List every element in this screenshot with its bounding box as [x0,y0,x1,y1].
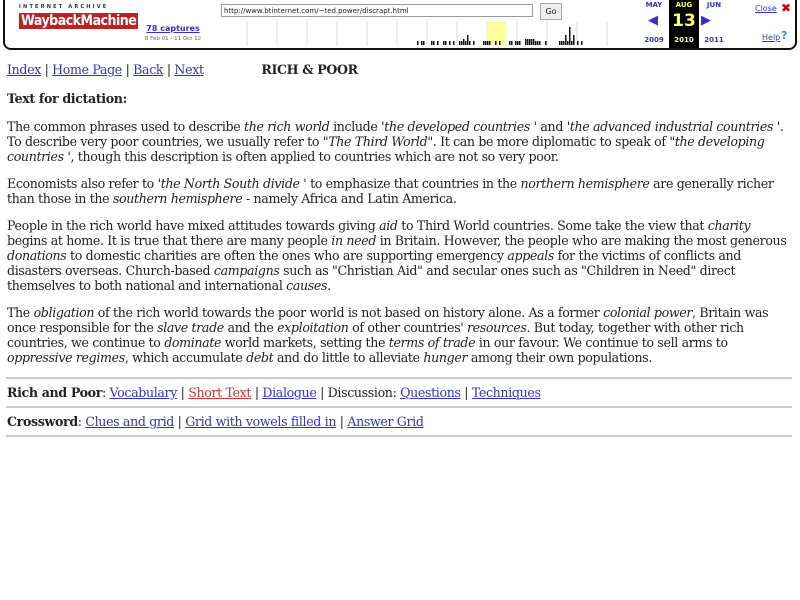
text-segment: The [7,305,34,320]
help-link[interactable]: Help [762,33,781,42]
crossword-label: Crossword [7,414,78,429]
capture-bar [469,41,471,45]
key-term: southern hemisphere [112,191,243,206]
next-month-label: JUN [706,1,722,9]
cur-month-label: AUG [675,1,693,9]
capture-bar [473,41,475,45]
capture-bar [569,27,571,45]
capture-bar [531,39,533,45]
text-segment: of the rich world towards the poor world is not based on history alone. As a former [94,305,604,320]
separator: | [44,62,49,77]
prev-arrow-icon[interactable]: ◀ [648,13,658,28]
key-term: hunger [423,350,468,365]
colon: : [77,414,82,429]
capture-bar [487,41,489,45]
capture-histogram[interactable] [217,22,637,46]
key-term: slave trade [157,320,224,335]
capture-bar [565,35,567,45]
paragraph [7,176,792,206]
text-segment: are generally richer than those in the [7,176,774,206]
key-term: colonial power [603,305,693,320]
paragraph [7,119,792,164]
current-date [669,0,699,48]
key-term: charity [707,218,751,233]
key-term: campaigns [213,263,280,278]
capture-bar [465,41,467,45]
separator: | [177,414,182,429]
key-term: dominate [164,335,222,350]
key-term: appeals [507,248,554,263]
discussion-label: Discussion: [327,385,397,400]
capture-bar [489,41,491,45]
prev-month-label: MAY [645,1,663,9]
section-heading: Text for dictation: [7,91,127,106]
capture-bar [533,39,535,45]
capture-bar [561,41,563,45]
key-term: oppressive regimes [7,350,125,365]
page-title: RICH & POOR [261,62,358,77]
key-term: debt [246,350,274,365]
questions-link[interactable]: Questions [400,385,461,400]
vocabulary-link[interactable]: Vocabulary [109,385,177,400]
next-month[interactable] [699,0,729,44]
text-segment: and [536,119,567,134]
crossword-links [7,414,792,429]
page-content [7,62,792,443]
text-segment: , which accumulate [124,350,247,365]
capture-bar [495,41,497,45]
capture-bar [483,41,485,45]
text-segment: in Britain. However, the people who are making the most generous [376,233,787,248]
text-segment: ". It can be more diplomatic to speak of " [427,134,675,149]
capture-bar [559,41,561,45]
divider [6,435,792,437]
capture-bar [529,39,531,45]
paragraph [7,305,792,365]
key-term: the developing countries ' [7,134,765,164]
capture-bar [437,41,439,45]
separator: | [166,62,171,77]
top-nav [7,62,792,78]
capture-bar [463,39,465,45]
capture-bar [461,41,463,45]
separator: | [180,385,185,400]
key-term: causes [286,278,328,293]
prev-year-label[interactable]: 2009 [644,36,664,44]
go-button[interactable]: Go [540,3,562,20]
capture-bar [485,41,487,45]
wayback-logo[interactable] [19,4,137,29]
capture-bar [519,41,521,45]
capture-bar [443,41,445,45]
url-input[interactable]: http://www.btinternet.com/~ted.power/discrapt.html [221,4,533,17]
text-segment: . But today, together with other rich countries, we continue to [7,320,744,350]
capture-bar [449,41,451,45]
text-segment: such as "Christian Aid" and secular ones such as "Children in Need" direct themselves to both national and international [7,263,736,293]
capture-bar [563,41,565,45]
capture-range: 8 Feb 01 - 11 Oct 12 [144,36,202,42]
colon: : [101,385,106,400]
text-segment: to domestic charities are often the ones who are supporting emergency [66,248,508,263]
next-arrow-icon[interactable]: ▶ [701,13,711,28]
capture-bar [417,41,419,45]
key-term: The Third World [328,134,428,149]
answer-grid-link[interactable]: Answer Grid [347,414,424,429]
capture-bar [421,41,423,45]
captures-info [133,24,213,42]
separator: | [254,385,259,400]
nav-home-link[interactable]: Home Page [52,62,122,77]
techniques-link[interactable]: Techniques [471,385,541,400]
logo-top-text: INTERNET ARCHIVE [19,4,109,10]
capture-bar [515,41,517,45]
capture-bar [453,41,455,45]
text-segment: . To describe very poor countries, we usually refer to " [7,119,784,149]
text-segment: world markets, setting the [221,335,389,350]
key-term: 'the North South divide ' [157,176,307,191]
capture-bar [467,35,469,45]
short-text-link[interactable]: Short Text [188,385,252,400]
separator: | [464,385,469,400]
key-term: 'the developed countries ' [381,119,537,134]
capture-bar [535,41,537,45]
nav-back-link[interactable]: Back [133,62,164,77]
separator: | [339,414,344,429]
capture-bar [511,41,513,45]
capture-bar [527,39,529,45]
help-icon[interactable]: ? [781,29,788,42]
capture-bar [499,41,501,45]
capture-bar [431,41,433,45]
text-segment: to emphasize that countries in the [306,176,521,191]
capture-bar [525,39,527,45]
text-segment: among their own populations. [467,350,652,365]
text-segment: begins at home. It is true that there are many people [7,233,332,248]
dictation-text [7,119,792,365]
capture-bar [577,41,579,45]
key-term: northern hemisphere [520,176,650,191]
key-term: the rich world [244,119,330,134]
vowels-grid-link[interactable]: Grid with vowels filled in [185,414,337,429]
key-term: resources [466,320,527,335]
text-segment: , Britain was once responsible for the [7,305,769,335]
text-segment: Economists also refer to [7,176,158,191]
text-segment: in our favour. We continue to sell arms to [475,335,728,350]
rich-poor-label: Rich and Poor [7,385,102,400]
next-year-label[interactable]: 2011 [704,36,724,44]
rich-poor-links [7,385,792,400]
key-term: aid [379,218,398,233]
cur-year-label: 2010 [674,36,694,44]
capture-bar [445,41,447,45]
capture-bar [539,41,541,45]
close-icon[interactable]: ✖ [781,1,792,15]
text-segment: to Third World countries. Some take the view that [397,218,708,233]
capture-bar [433,41,435,45]
nav-index-link[interactable]: Index [7,62,41,77]
capture-bar [509,41,511,45]
text-segment: and do little to alleviate [273,350,424,365]
key-term: donations [7,248,67,263]
capture-bar [459,41,461,45]
divider [6,377,792,379]
wayback-toolbar [3,0,797,50]
key-term: terms of trade [388,335,476,350]
capture-bar [537,41,539,45]
separator: | [125,62,130,77]
logo-main-text: WaybackMachine [21,13,137,29]
capture-bar [517,41,519,45]
key-term: obligation [33,305,95,320]
cur-day-label: 13 [672,11,696,31]
text-segment: The common phrases used to describe [7,119,245,134]
paragraph [7,218,792,293]
text-segment: - namely Africa and Latin America. [242,191,457,206]
text-segment: for the victims of conflicts and disasters overseas. Church-based [7,248,741,278]
capture-bar [423,41,425,45]
text-segment: People in the rich world have mixed attitudes towards giving [7,218,380,233]
text-segment: . [327,278,331,293]
separator: | [320,385,325,400]
text-segment: include [329,119,382,134]
clues-grid-link[interactable]: Clues and grid [85,414,174,429]
captures-link[interactable]: 78 captures [146,24,200,33]
key-term: 'the advanced industrial countries ' [566,119,780,134]
capture-bar [581,41,583,45]
dialogue-link[interactable]: Dialogue [262,385,317,400]
prev-month[interactable] [639,0,669,44]
capture-bar [545,41,547,45]
text-segment: and the [223,320,278,335]
nav-next-link[interactable]: Next [174,62,204,77]
key-term: in need [331,233,377,248]
capture-bar [571,41,573,45]
capture-bar [573,35,575,45]
close-link[interactable]: Close [755,4,777,13]
key-term: exploitation [277,320,349,335]
divider [6,406,792,408]
capture-bar [567,41,569,45]
text-segment: of other countries' [348,320,467,335]
text-segment: , though this description is often applied to countries which are not so very poor. [70,149,559,164]
